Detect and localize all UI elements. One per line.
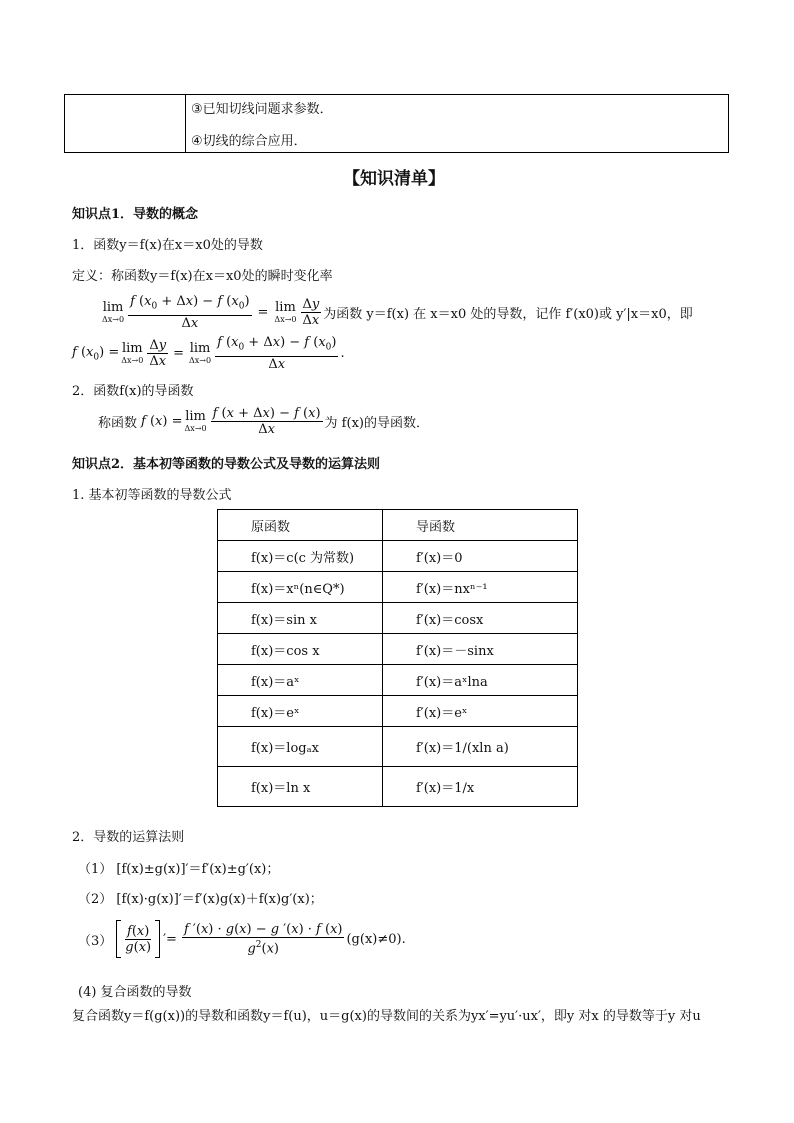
kp2-item1: 1. 基本初等函数的导数公式 — [72, 488, 232, 503]
difference-quotient: $\frac{f (x + \Delta x) - f (x)}{\Delta x}$ — [212, 406, 321, 437]
limit-formula-2: f $(x_0)$ = lim Δx→0 $\frac{\Delta y}{\Delta x}$ = lim Δx→0 $\frac{f (x_0 + \Delta x) - f (x_0)}{\Delta x}$ . — [72, 335, 345, 372]
cell-original: f(x)＝eˣ — [218, 696, 383, 727]
lim-symbol: lim Δx→0 — [121, 340, 144, 365]
dy-dx: $\frac{\Delta y}{\Delta x}$ — [302, 296, 320, 328]
difference-quotient: $\frac{f (x_0 + \Delta x) - f (x_0)}{\Delta x}$ — [130, 294, 250, 331]
difference-quotient: $\frac{f (x_0 + \Delta x) - f (x_0)}{\Delta x}$ — [217, 335, 337, 372]
lim-symbol: lim Δx→0 — [274, 299, 297, 324]
kp2-item2: 2．导数的运算法则 — [72, 830, 185, 845]
table-row-2: ④切线的综合应用． — [191, 134, 307, 149]
cell-original: f(x)＝logₐx — [218, 727, 383, 767]
cell-original: f(x)＝cos x — [218, 634, 383, 665]
table-row — [218, 634, 578, 665]
lim-symbol: lim Δx→0 — [102, 299, 125, 324]
quotient-f-g: $\frac{f(x)}{g(x)}$ — [125, 923, 152, 955]
lim-symbol: lim Δx→0 — [188, 340, 212, 365]
cell-derivative: f′(x)＝aˣlna — [383, 665, 578, 696]
quotient-rule-fraction: $\frac{f '(x) \cdot g(x) - g '(x) \cdot f (x)}{g^2(x)}$ — [183, 921, 343, 957]
rule-4: (4) 复合函数的导数 — [78, 985, 192, 1000]
cell-derivative: f′(x)＝cosx — [383, 603, 578, 634]
cell-original: f(x)＝sin x — [218, 603, 383, 634]
rule-3-prefix: （3） — [78, 933, 113, 949]
composite-text: 复合函数y＝f(g(x))的导数和函数y＝f(u)，u＝g(x)的导数间的关系为yx′=yu′·ux′，即y 对x 的导数等于y 对u — [72, 1009, 701, 1024]
left-bracket — [116, 920, 121, 958]
kp1-definition-label: 定义：称函数y＝f(x)在x＝x0处的瞬时变化率 — [72, 269, 333, 284]
table-row-1: ③已知切线问题求参数． — [191, 102, 333, 117]
kp2-heading: 知识点2．基本初等函数的导数公式及导数的运算法则 — [72, 457, 381, 472]
cell-derivative: f′(x)＝1/x — [383, 767, 578, 807]
table-row — [218, 665, 578, 696]
lim-symbol: lim Δx→0 — [184, 409, 207, 433]
rule-3: （3） $\frac{f(x)}{g(x)}$ ′= $\frac{f '(x) \cdot g(x) - g '(x) \cdot f (x)}{g^2(x)}$ (g(x)≠0). — [78, 921, 406, 957]
top-table — [64, 94, 729, 153]
cell-derivative: f′(x)＝－sinx — [383, 634, 578, 665]
header-derivative: 导函数 — [383, 510, 578, 541]
table-row — [218, 696, 578, 727]
table-header-row — [218, 510, 578, 541]
derived-function-formula: 称函数 f (x) = lim Δx→0 $\frac{f (x + \Delta x) - f (x)}{\Delta x}$ 为 f(x)的导函数． — [98, 406, 429, 437]
kp1-item2: 2．函数f(x)的导函数 — [72, 384, 194, 399]
dy-dx: $\frac{\Delta y}{\Delta x}$ — [149, 337, 167, 369]
section-title: 【知识清单】 — [343, 169, 445, 189]
rule-1: （1） [f(x)±g(x)]′＝f′(x)±g′(x)； — [78, 862, 280, 877]
derived-suffix: 为 f(x)的导函数． — [324, 416, 429, 431]
cell-derivative: f′(x)＝eˣ — [383, 696, 578, 727]
derived-prefix: 称函数 — [98, 416, 138, 431]
cell-derivative: f′(x)＝0 — [383, 541, 578, 572]
table-row — [218, 767, 578, 807]
kp1-item1: 1．函数y＝f(x)在x＝x0处的导数 — [72, 238, 263, 253]
table-row — [218, 727, 578, 767]
right-bracket — [155, 920, 160, 958]
rule-2: （2） [f(x)·g(x)]′＝f′(x)g(x)＋f(x)g′(x)； — [78, 892, 323, 907]
kp1-heading: 知识点1．导数的概念 — [72, 207, 199, 222]
cell-original: f(x)＝ln x — [218, 767, 383, 807]
rule-3-suffix: (g(x)≠0). — [346, 931, 406, 947]
cell-original: f(x)＝aˣ — [218, 665, 383, 696]
cell-original: f(x)＝xⁿ(n∈Q*) — [218, 572, 383, 603]
definition-text: 为函数 y＝f(x) 在 x＝x0 处的导数，记作 f′(x0)或 y′|x＝x0，即 — [323, 306, 693, 322]
cell-original: f(x)＝c(c 为常数) — [218, 541, 383, 572]
header-original: 原函数 — [218, 510, 383, 541]
table-row — [218, 541, 578, 572]
cell-derivative: f′(x)＝nxⁿ⁻¹ — [383, 572, 578, 603]
limit-formula-1: lim Δx→0 $\frac{f (x_0 + \Delta x) - f (x_0)}{\Delta x}$ = lim Δx→0 $\frac{\Delta y}{\Delta x}$ 为函数 y＝f(x) 在 x＝x0 处的导数，记作 f′(x0)或 y′|x＝x0，即 — [102, 294, 693, 331]
table-row — [218, 572, 578, 603]
cell-derivative: f′(x)＝1/(xln a) — [383, 727, 578, 767]
derivative-table — [217, 509, 578, 807]
table-row — [218, 603, 578, 634]
table-divider — [185, 95, 186, 152]
